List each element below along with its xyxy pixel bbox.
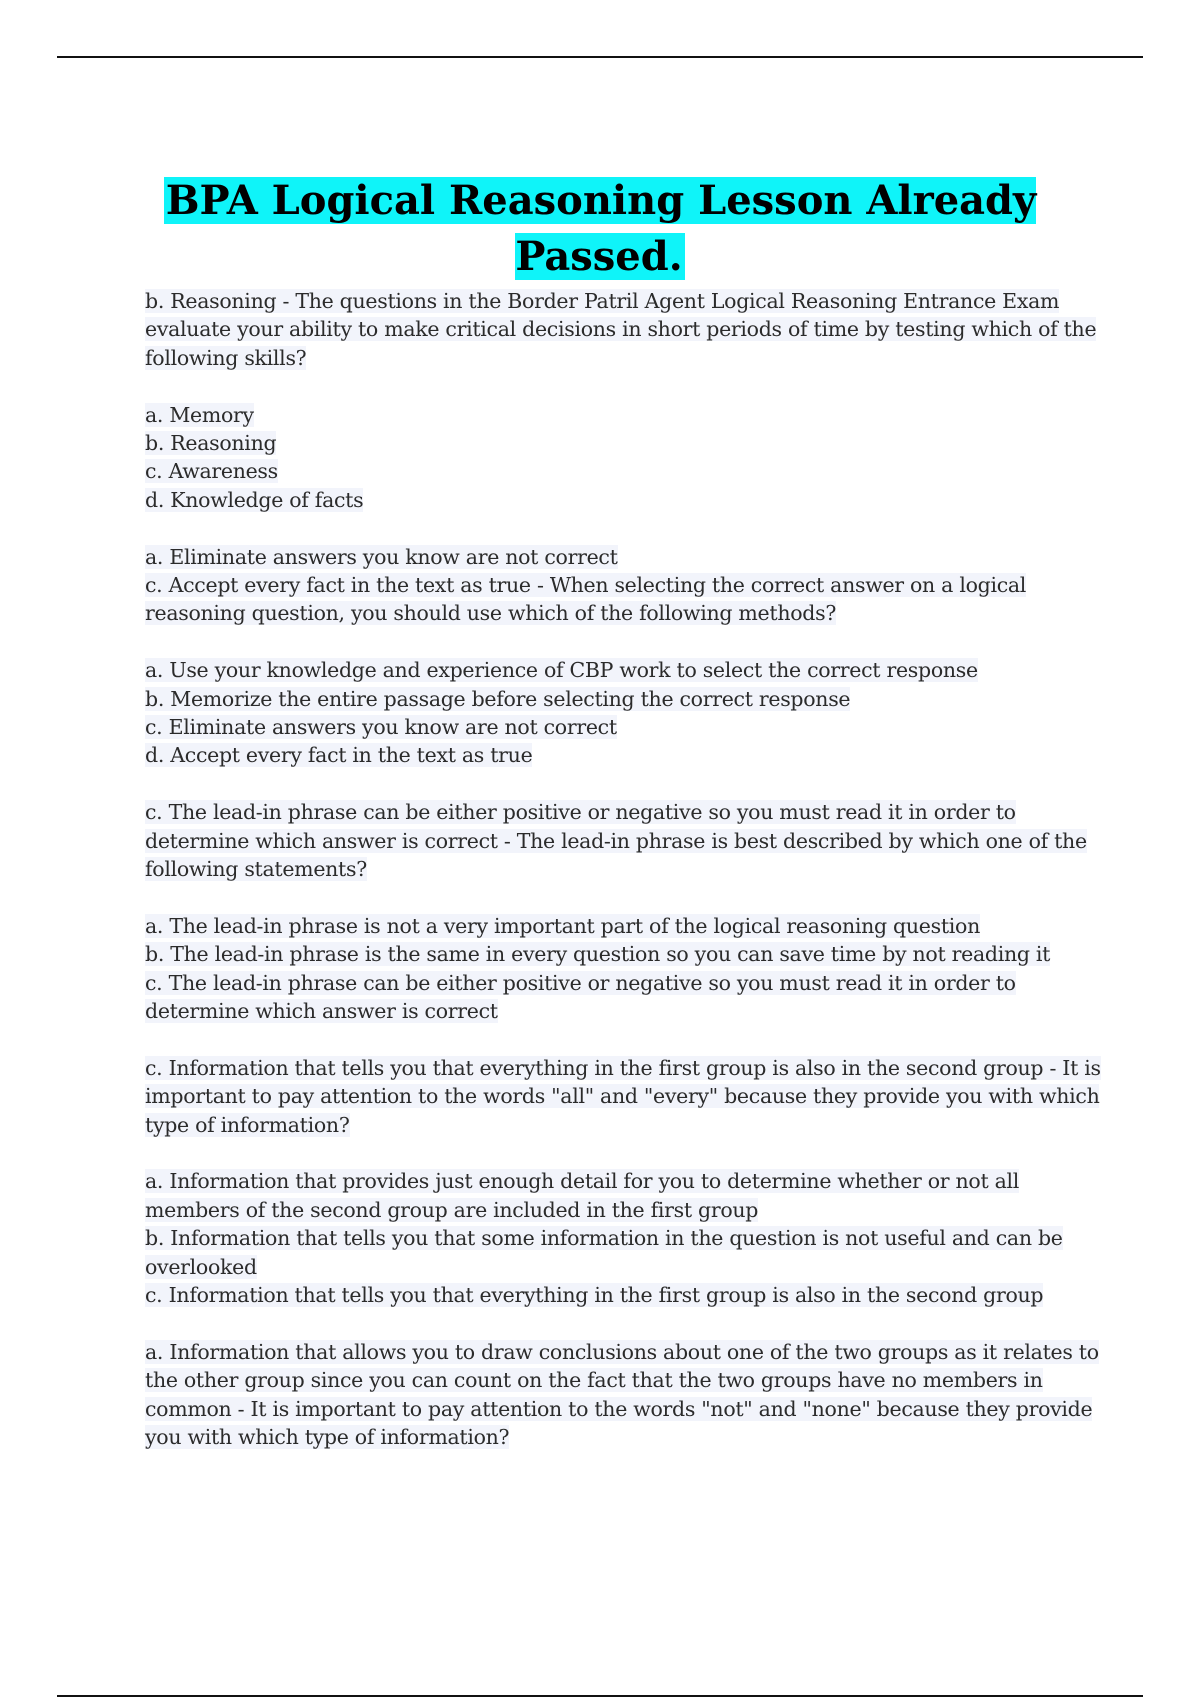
text-line: c. The lead-in phrase can be either positive or negative so you must read it in order to determine which answer is correct - The lead-in phrase is best described by which one of the following statements? bbox=[145, 800, 1087, 882]
text-line: a. Eliminate answers you know are not correct bbox=[145, 544, 618, 569]
page-title bbox=[100, 173, 1100, 285]
options-block bbox=[145, 401, 1105, 515]
question-block bbox=[145, 1338, 1105, 1452]
option-line: d. Knowledge of facts bbox=[145, 487, 364, 512]
option-line: b. The lead-in phrase is the same in every question so you can save time by not reading it bbox=[145, 942, 1051, 967]
question-block bbox=[145, 287, 1105, 372]
header-rule bbox=[57, 56, 1143, 58]
text-line: b. Reasoning - The questions in the Border Patril Agent Logical Reasoning Entrance Exam evaluate your ability to make critical decisions in short periods of time by testing which of the following skills? bbox=[145, 289, 1097, 370]
option-line: b. Information that tells you that some information in the question is not useful and can be overlooked bbox=[145, 1226, 1063, 1279]
title-highlight: BPA Logical Reasoning Lesson Already Passed. bbox=[165, 176, 1037, 280]
question-block bbox=[145, 543, 1105, 628]
options-block bbox=[145, 656, 1105, 770]
text-line: a. Information that allows you to draw conclusions about one of the two groups as it relates to the other group since you can count on the fact that the two groups have no members in common - It is important to pay attention to the words "not" and "none" because they provide you with which type of information? bbox=[145, 1339, 1099, 1450]
text-line: c. Accept every fact in the text as true - When selecting the correct answer on a logical reasoning question, you should use which of the following methods? bbox=[145, 573, 1027, 626]
option-line: c. Eliminate answers you know are not correct bbox=[145, 715, 617, 740]
option-line: b. Reasoning bbox=[145, 431, 277, 456]
document-body bbox=[145, 287, 1105, 1480]
question-block bbox=[145, 1054, 1105, 1139]
option-line: a. Memory bbox=[145, 402, 254, 427]
footer-rule bbox=[57, 1695, 1143, 1697]
option-line: d. Accept every fact in the text as true bbox=[145, 743, 533, 768]
option-line: a. The lead-in phrase is not a very important part of the logical reasoning question bbox=[145, 913, 980, 938]
text-line: c. Information that tells you that everything in the first group is also in the second group - It is important to pay attention to the words "all" and "every" because they provide you with which type of information? bbox=[145, 1055, 1101, 1137]
option-line: a. Use your knowledge and experience of CBP work to select the correct response bbox=[145, 658, 978, 683]
option-line: c. The lead-in phrase can be either positive or negative so you must read it in order to determine which answer is correct bbox=[145, 970, 1016, 1024]
option-line: b. Memorize the entire passage before selecting the correct response bbox=[145, 686, 851, 711]
option-line: a. Information that provides just enough detail for you to determine whether or not all members of the second group are included in the first group bbox=[145, 1169, 1020, 1222]
options-block bbox=[145, 1167, 1105, 1309]
question-block bbox=[145, 798, 1105, 883]
option-line: c. Awareness bbox=[145, 459, 278, 484]
options-block bbox=[145, 912, 1105, 1026]
option-line: c. Information that tells you that everything in the first group is also in the second group bbox=[145, 1283, 1044, 1308]
